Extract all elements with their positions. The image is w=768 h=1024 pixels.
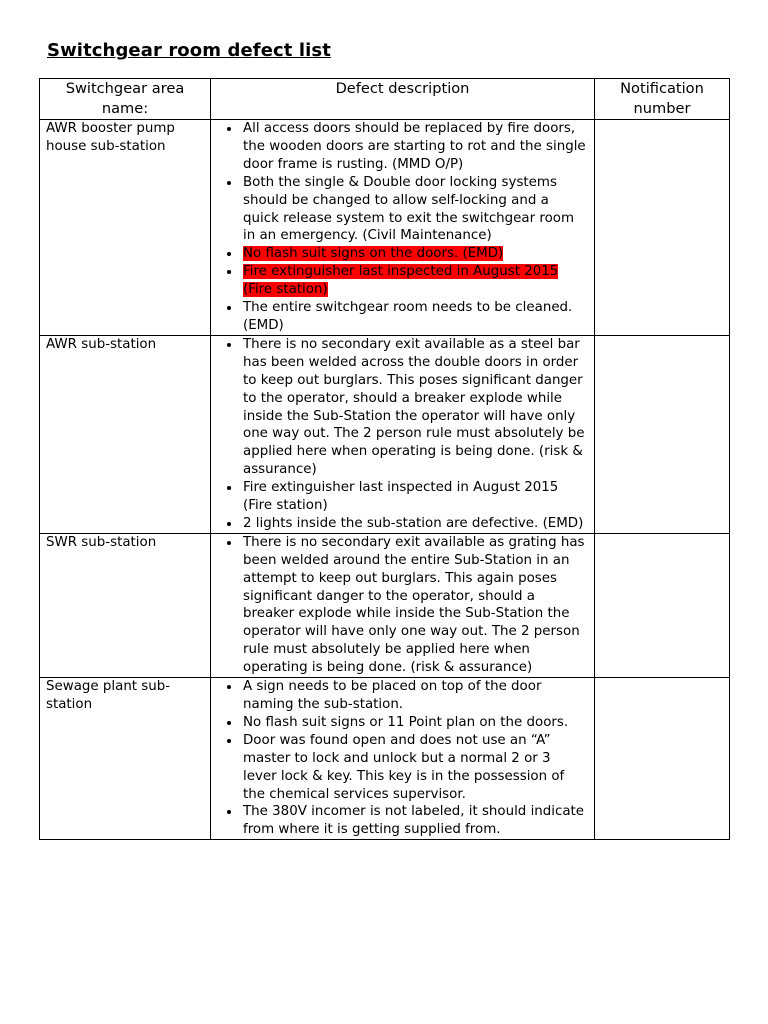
- column-header-defect-description: Defect description: [211, 79, 595, 120]
- defect-text: Fire extinguisher last inspected in August 2015 (Fire station): [243, 480, 559, 514]
- defect-description-cell: [211, 678, 595, 840]
- defect-item: [241, 515, 588, 533]
- notification-number-cell: [595, 120, 730, 336]
- switchgear-area-name: Sewage plant sub-station: [40, 678, 211, 840]
- defect-text-highlighted: Fire extinguisher last inspected in August 2015 (Fire station): [243, 264, 559, 298]
- defect-item: [241, 803, 588, 839]
- defect-text-highlighted: No flash suit signs on the doors. (EMD): [243, 246, 504, 262]
- defect-item: [241, 263, 588, 299]
- defect-description-cell: [211, 335, 595, 533]
- defect-text: A sign needs to be placed on top of the door naming the sub-station.: [243, 679, 542, 712]
- table-row: [40, 335, 730, 533]
- defect-text: All access doors should be replaced by fire doors, the wooden doors are starting to rot and the single door frame is rusting. (MMD O/P): [243, 121, 586, 172]
- notification-number-cell: [595, 335, 730, 533]
- defect-item: [241, 714, 588, 732]
- table-row: [40, 120, 730, 336]
- column-header-area: Switchgear area name:: [40, 79, 211, 120]
- defect-item: [241, 678, 588, 714]
- defect-text: There is no secondary exit available as a steel bar has been welded across the double doors in order to keep out burglars. This poses significant danger to the operator, should a breaker explode while inside the Sub-Station the operator will have only one way out. The 2 person rule must absolutely be applied here when operating is being done. (risk & assurance): [243, 336, 585, 478]
- switchgear-area-name: AWR booster pump house sub-station: [40, 120, 211, 336]
- defect-description-cell: [211, 120, 595, 336]
- defect-description-cell: [211, 533, 595, 677]
- defect-table: [39, 78, 730, 840]
- notification-number-cell: [595, 678, 730, 840]
- defect-item: [241, 732, 588, 804]
- switchgear-area-name: SWR sub-station: [40, 533, 211, 677]
- document-title: Switchgear room defect list: [47, 40, 331, 61]
- defect-item: [241, 245, 588, 263]
- defect-list: [217, 120, 588, 335]
- table-row: [40, 533, 730, 677]
- defect-item: [241, 336, 588, 479]
- defect-text: 2 lights inside the sub-station are defective. (EMD): [243, 515, 584, 531]
- defect-text: There is no secondary exit available as grating has been welded around the entire Sub-Station in an attempt to keep out burglars. This again poses significant danger to the operator, should a breaker explode while inside the Sub-Station the operator will have only one way out. The 2 person rule must absolutely be applied here when operating is being done. (risk & assurance): [243, 534, 585, 676]
- defect-item: [241, 479, 588, 515]
- defect-item: [241, 120, 588, 174]
- notification-number-cell: [595, 533, 730, 677]
- defect-list: [217, 534, 588, 677]
- defect-item: [241, 534, 588, 677]
- defect-item: [241, 174, 588, 246]
- defect-text: No flash suit signs or 11 Point plan on the doors.: [243, 714, 569, 730]
- defect-text: Both the single & Double door locking systems should be changed to allow self-locking and a quick release system to exit the switchgear room in an emergency. (Civil Maintenance): [243, 174, 575, 244]
- defect-text: The entire switchgear room needs to be cleaned. (EMD): [243, 300, 573, 333]
- table-header-row: [40, 79, 730, 120]
- switchgear-area-name: AWR sub-station: [40, 335, 211, 533]
- table-row: [40, 678, 730, 840]
- defect-list: [217, 678, 588, 839]
- defect-text: Door was found open and does not use an “A” master to lock and unlock but a normal 2 or 3 lever lock & key. This key is in the possession of the chemical services supervisor.: [243, 732, 565, 802]
- table-body: [40, 120, 730, 840]
- defect-list: [217, 336, 588, 533]
- defect-item: [241, 299, 588, 335]
- column-header-notification-number: Notification number: [595, 79, 730, 120]
- defect-text: The 380V incomer is not labeled, it should indicate from where it is getting supplied from.: [243, 804, 585, 838]
